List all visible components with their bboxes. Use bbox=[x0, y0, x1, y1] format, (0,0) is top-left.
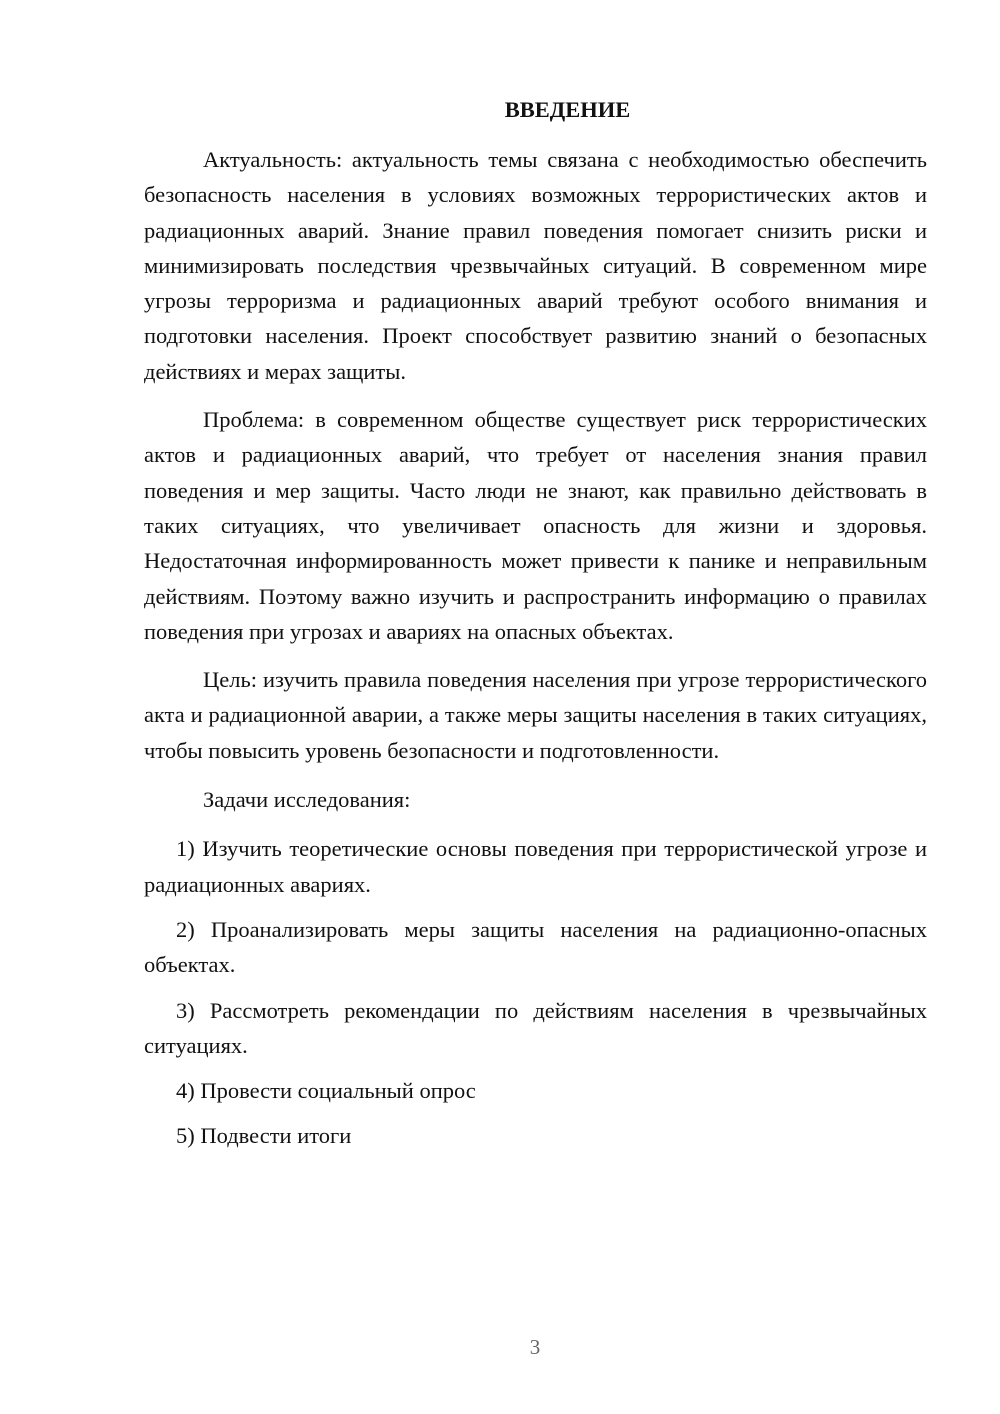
task-item-3: 3) Рассмотреть рекомендации по действиям населения в чрезвычайных ситуациях. bbox=[144, 997, 927, 1058]
relevance-paragraph: Актуальность: актуальность темы связана с необходимостью обеспечить безопасность населения в условиях возможных террористических актов и радиационных аварий. Знание правил поведения помогает снизить риски и минимизировать последствия чрезвычайных ситуаций. В современном мире угрозы терроризма и радиационных аварий требуют особого внимания и подготовки населения. Проект способствует развитию знаний о безопасных действиях и мерах защиты. bbox=[144, 147, 927, 384]
task-item-1: 1) Изучить теоретические основы поведения при террористической угрозе и радиационных авариях. bbox=[144, 836, 927, 897]
section-heading: ВВЕДЕНИЕ bbox=[504, 97, 631, 122]
task-item-2: 2) Проанализировать меры защиты населения на радиационно-опасных объектах. bbox=[144, 916, 927, 978]
goal-paragraph: Цель: изучить правила поведения населения при угрозе террористического акта и радиационной аварии, а также меры защиты населения в таких ситуациях, чтобы повысить уровень безопасности и подготовленности. bbox=[144, 667, 927, 763]
task-item-4: 4) Провести социальный опрос bbox=[176, 1078, 476, 1104]
tasks-heading: Задачи исследования: bbox=[203, 787, 411, 813]
page-number: 3 bbox=[529, 1335, 541, 1359]
page-content bbox=[144, 92, 927, 1164]
task-item-5: 5) Подвести итоги bbox=[176, 1123, 352, 1149]
problem-paragraph: Проблема: в современном обществе существует риск террористических актов и радиационных аварий, что требует от населения знания правил поведения и мер защиты. Часто люди не знают, как правильно действовать в таких ситуациях, что увеличивает опасность для жизни и здоровья. Недостаточная информированность может привести к панике и неправильным действиям. Поэтому важно изучить и распространить информацию о правилах поведения при угрозах и авариях на опасных объектах. bbox=[144, 407, 927, 644]
